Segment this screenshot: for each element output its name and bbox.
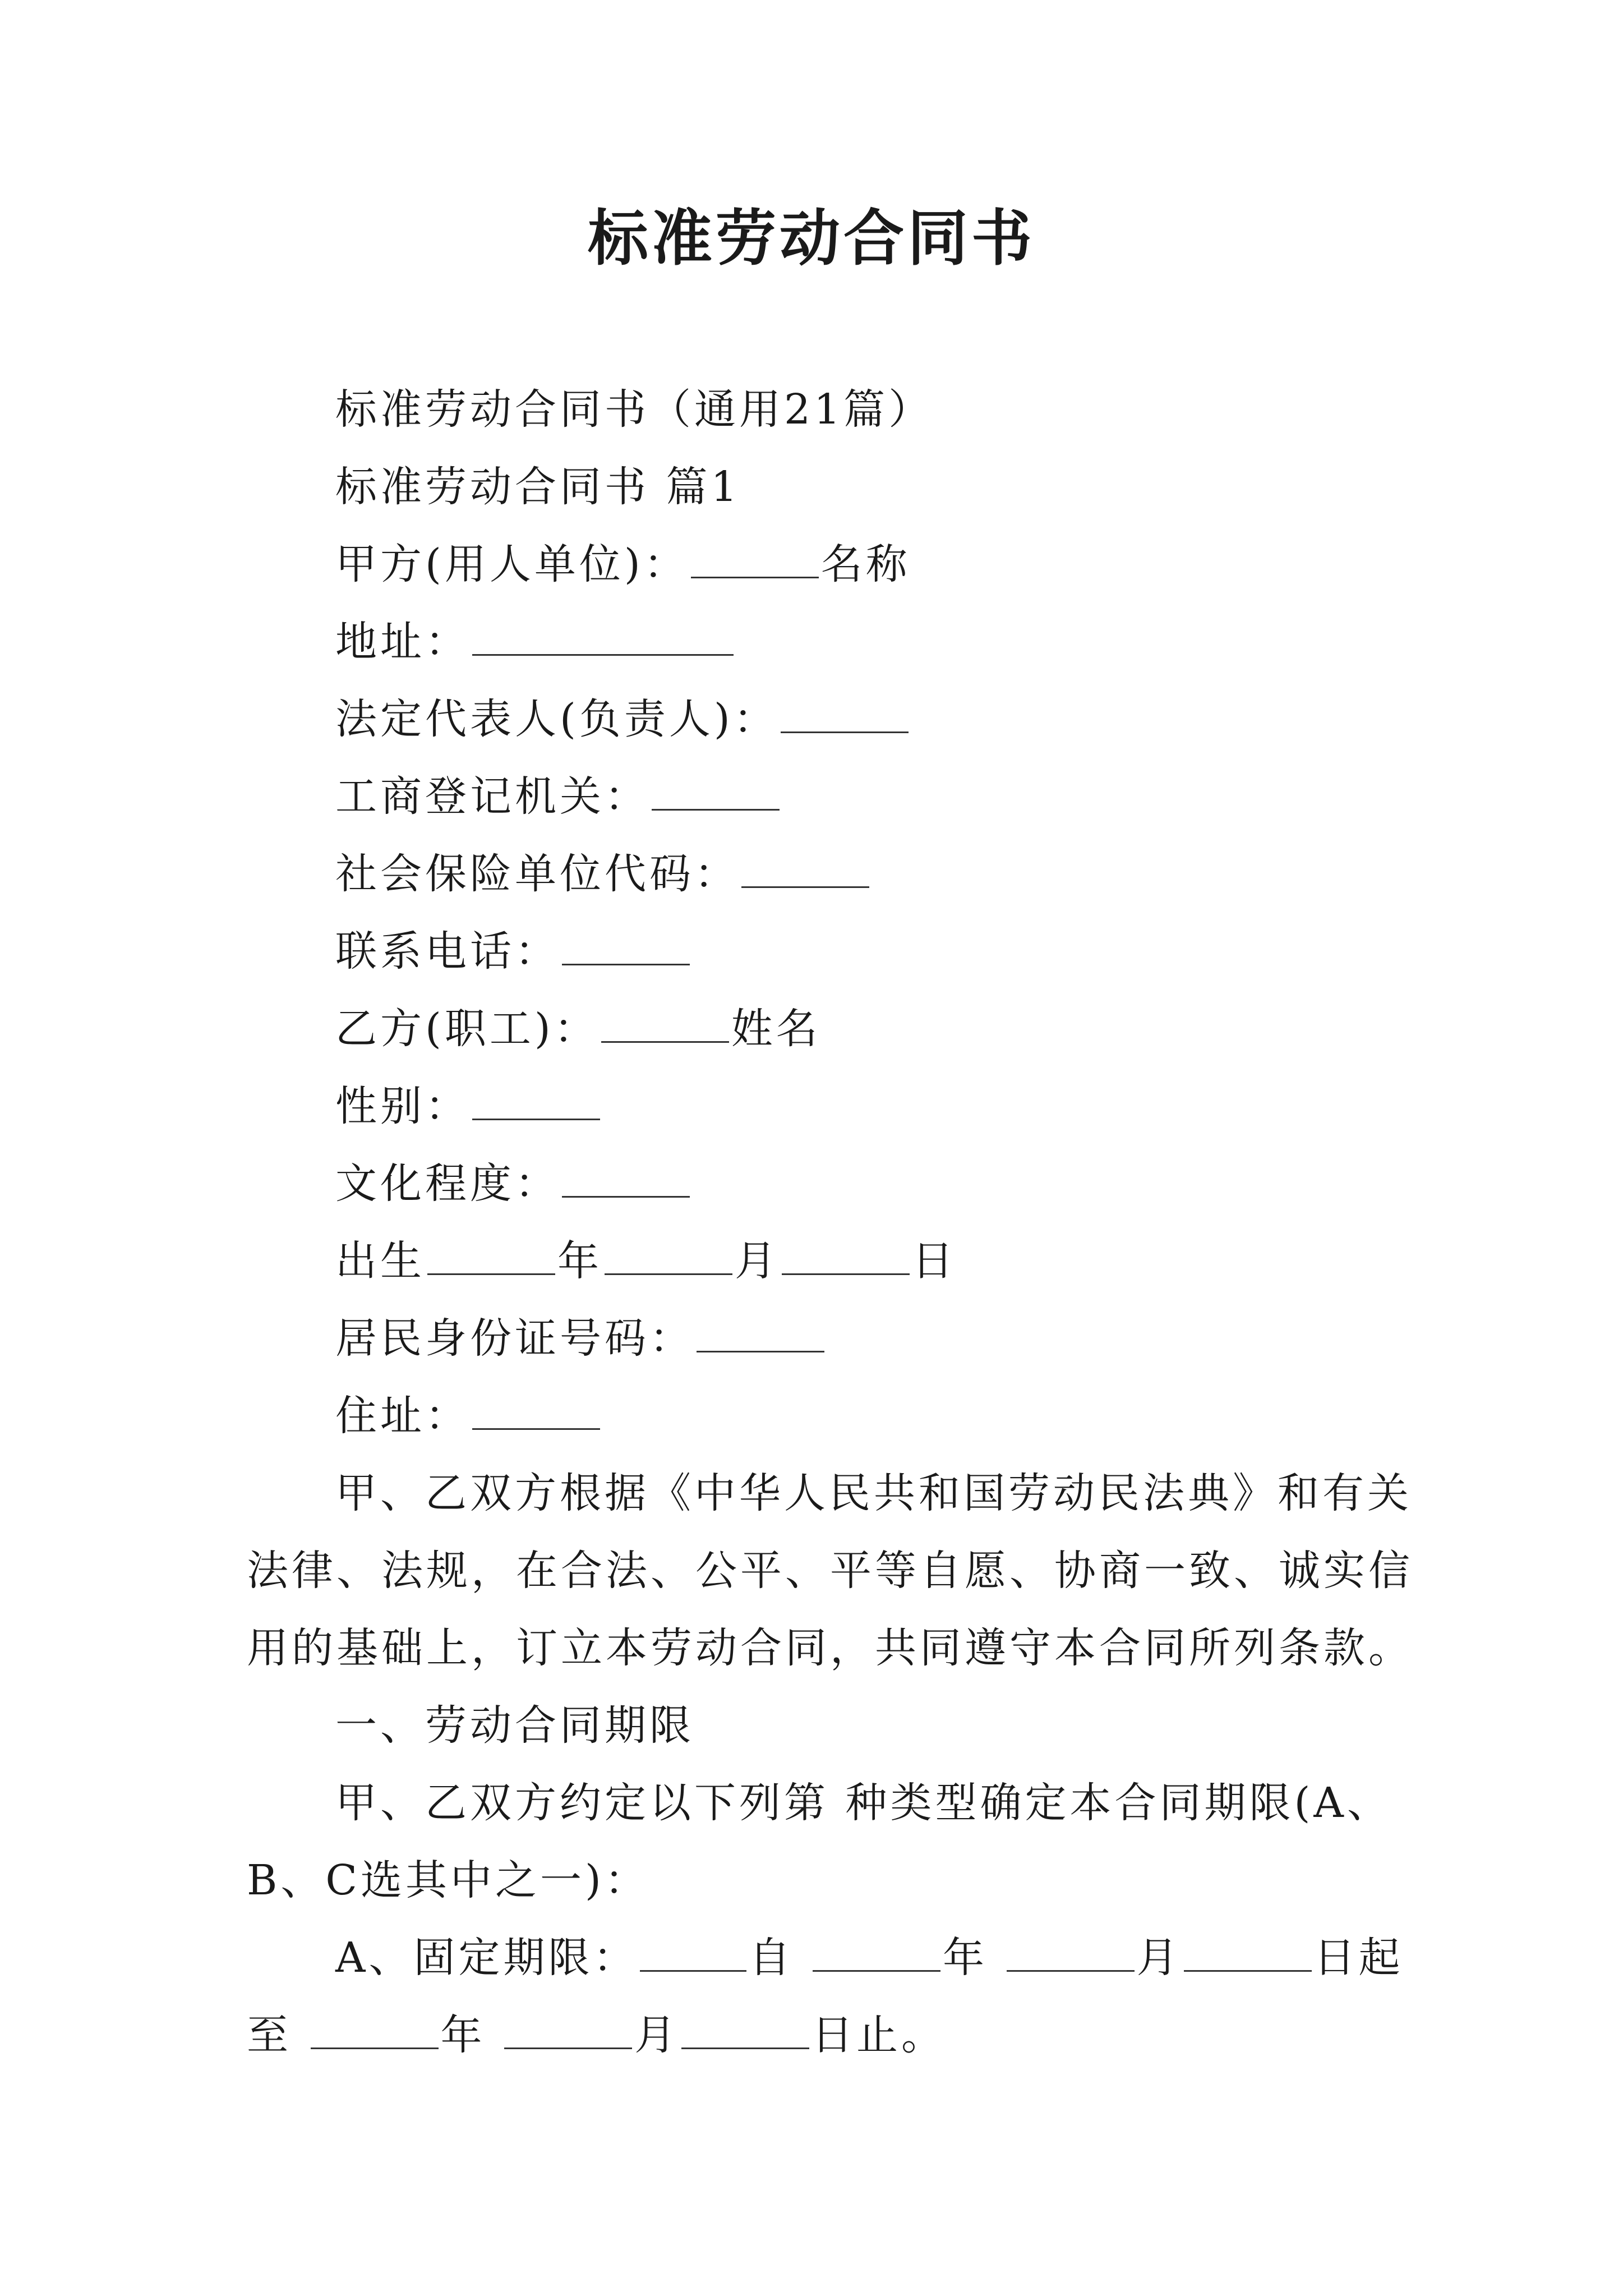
gender-blank bbox=[472, 1085, 600, 1120]
start-year-label: 年 bbox=[942, 1934, 988, 1982]
end-year-label: 年 bbox=[440, 2011, 486, 2059]
party-a-line bbox=[335, 536, 911, 592]
phone-blank bbox=[562, 930, 690, 965]
end-month-blank bbox=[504, 2014, 632, 2049]
section-heading: 标准劳动合同书 篇1 bbox=[335, 463, 741, 511]
birth-line bbox=[335, 1233, 957, 1289]
start-day-blank bbox=[1184, 1936, 1312, 1972]
birth-month-label: 月 bbox=[735, 1237, 780, 1285]
end-day-blank bbox=[681, 2014, 809, 2049]
legal-rep-line bbox=[335, 691, 911, 747]
id-number-line bbox=[335, 1310, 827, 1366]
birth-month-blank bbox=[605, 1240, 732, 1275]
fixed-term-blank bbox=[640, 1936, 746, 1972]
end-year-blank bbox=[311, 2014, 439, 2049]
party-b-name-suffix: 姓名 bbox=[731, 1005, 821, 1053]
fixed-term-to: 至 bbox=[247, 2011, 292, 2059]
birth-label: 出生 bbox=[335, 1237, 425, 1285]
end-day-label: 日止。 bbox=[811, 2011, 947, 2059]
social-code-blank bbox=[741, 853, 869, 888]
party-a-label: 甲方(用人单位)： bbox=[335, 540, 689, 588]
party-a-name-suffix: 名称 bbox=[820, 540, 911, 588]
registry-blank bbox=[652, 775, 780, 811]
fixed-term-from: 自 bbox=[749, 1934, 794, 1982]
end-month-label: 月 bbox=[634, 2011, 680, 2059]
phone-line bbox=[335, 923, 692, 979]
preamble-line-3: 用的基础上，订立本劳动合同，共同遵守本合同所列条款。 bbox=[247, 1624, 1413, 1672]
social-code-label: 社会保险单位代码： bbox=[335, 850, 739, 898]
clause-1-heading: 一、劳动合同期限 bbox=[335, 1701, 694, 1750]
address-blank bbox=[472, 620, 734, 656]
start-month-label: 月 bbox=[1136, 1934, 1182, 1982]
document-title: 标准劳动合同书 bbox=[587, 203, 1035, 274]
party-a-name-blank bbox=[691, 543, 819, 578]
gender-label: 性别： bbox=[335, 1082, 470, 1130]
fixed-term-line bbox=[335, 1930, 1404, 1986]
clause-1-line-1: 甲、乙双方约定以下列第 种类型确定本合同期限(A、 bbox=[335, 1779, 1392, 1827]
id-number-label: 居民身份证号码： bbox=[335, 1314, 694, 1363]
registry-line bbox=[335, 769, 782, 825]
start-year-blank bbox=[813, 1936, 940, 1972]
legal-rep-label: 法定代表人(负责人)： bbox=[335, 695, 778, 743]
party-b-label: 乙方(职工)： bbox=[335, 1005, 599, 1053]
birth-year-label: 年 bbox=[557, 1237, 602, 1285]
start-day-label: 日起 bbox=[1313, 1934, 1404, 1982]
document-subtitle: 标准劳动合同书（通用21篇） bbox=[335, 385, 934, 434]
clause-1-line-2: B、C选其中之一)： bbox=[247, 1856, 649, 1904]
party-b-name-blank bbox=[601, 1007, 729, 1043]
address-line bbox=[335, 614, 736, 670]
education-blank bbox=[562, 1162, 690, 1198]
gender-line bbox=[335, 1078, 602, 1134]
birth-day-blank bbox=[782, 1240, 910, 1275]
fixed-term-label: A、固定期限： bbox=[335, 1934, 638, 1982]
start-month-blank bbox=[1007, 1936, 1135, 1972]
birth-year-blank bbox=[427, 1240, 555, 1275]
legal-rep-blank bbox=[781, 698, 909, 733]
fixed-term-end-line bbox=[247, 2007, 946, 2063]
registry-label: 工商登记机关： bbox=[335, 772, 649, 821]
phone-label: 联系电话： bbox=[335, 927, 560, 976]
preamble-line-2: 法律、法规，在合法、公平、平等自愿、协商一致、诚实信 bbox=[247, 1547, 1413, 1595]
address-label: 地址： bbox=[335, 618, 470, 666]
social-code-line bbox=[335, 846, 872, 902]
party-b-line bbox=[335, 1001, 821, 1057]
birth-day-label: 日 bbox=[912, 1237, 957, 1285]
residence-line bbox=[335, 1388, 602, 1444]
education-label: 文化程度： bbox=[335, 1159, 560, 1208]
education-line bbox=[335, 1156, 692, 1212]
residence-label: 住址： bbox=[335, 1392, 470, 1440]
preamble-line-1: 甲、乙双方根据《中华人民共和国劳动民法典》和有关 bbox=[335, 1469, 1412, 1517]
id-number-blank bbox=[697, 1317, 824, 1352]
residence-blank bbox=[472, 1395, 600, 1430]
